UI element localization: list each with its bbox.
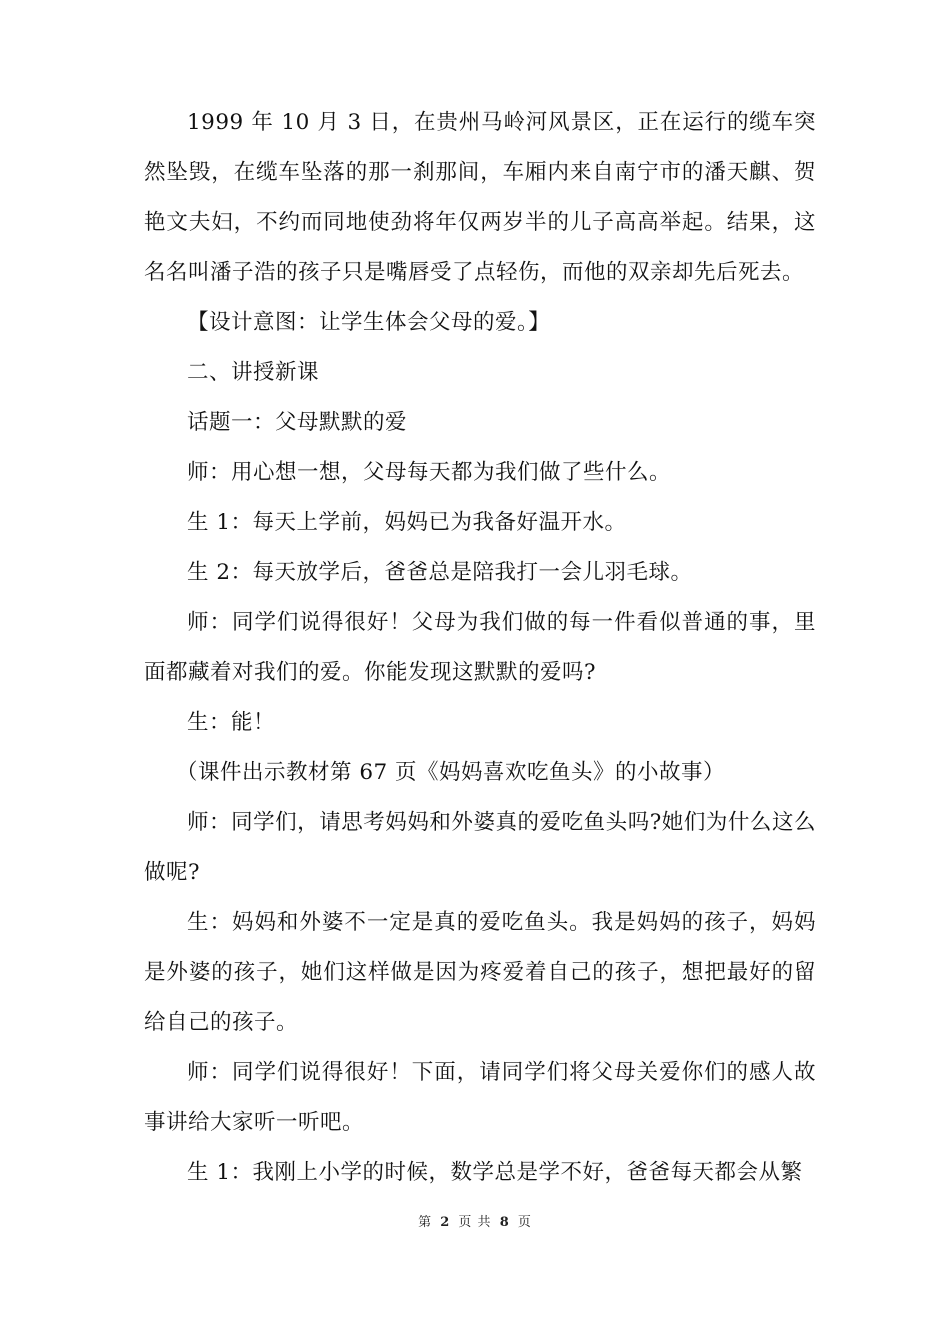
- footer-prefix: 第: [418, 1215, 433, 1230]
- document-body: [144, 98, 816, 1198]
- paragraph-story: 1999 年 10 月 3 日，在贵州马岭河风景区，正在运行的缆车突然坠毁，在缆车坠落的那一刹那间，车厢内来自南宁市的潘天麒、贺艳文夫妇，不约而同地使劲将年仅两岁半的儿子高高举起。结果，这名名叫潘子浩的孩子只是嘴唇受了点轻伤，而他的双亲却先后死去。: [144, 110, 816, 285]
- teacher-line: 师：同学们说得很好！下面，请同学们将父母关爱你们的感人故事讲给大家听一听吧。: [144, 1060, 816, 1135]
- courseware-note: （课件出示教材第 67 页《妈妈喜欢吃鱼头》的小故事）: [176, 760, 726, 785]
- footer-middle: 页 共: [458, 1215, 492, 1230]
- paragraph-design-intent: 【设计意图：让学生体会父母的爱。】: [187, 310, 551, 335]
- student-line: 生：能！: [187, 710, 276, 735]
- student-line: 生 1：每天上学前，妈妈已为我备好温开水。: [187, 510, 627, 535]
- page-footer: [0, 1213, 950, 1233]
- footer-total-pages: 8: [499, 1215, 510, 1230]
- student-line: 生 2：每天放学后，爸爸总是陪我打一会儿羽毛球。: [187, 560, 693, 585]
- teacher-line: 师：用心想一想，父母每天都为我们做了些什么。: [187, 460, 672, 485]
- footer-current-page: 2: [440, 1215, 451, 1230]
- student-line: 生 1：我刚上小学的时候，数学总是学不好，爸爸每天都会从繁: [187, 1160, 803, 1185]
- topic-heading: 话题一：父母默默的爱: [187, 410, 408, 435]
- footer-suffix: 页: [517, 1215, 532, 1230]
- student-line: 生：妈妈和外婆不一定是真的爱吃鱼头。我是妈妈的孩子，妈妈是外婆的孩子，她们这样做是因为疼爱着自己的孩子，想把最好的留给自己的孩子。: [144, 910, 816, 1035]
- section-heading: 二、讲授新课: [187, 360, 320, 385]
- teacher-line: 师：同学们说得很好！父母为我们做的每一件看似普通的事，里面都藏着对我们的爱。你能发现这默默的爱吗?: [144, 610, 816, 685]
- teacher-line: 师：同学们，请思考妈妈和外婆真的爱吃鱼头吗?她们为什么这么做呢?: [144, 810, 816, 885]
